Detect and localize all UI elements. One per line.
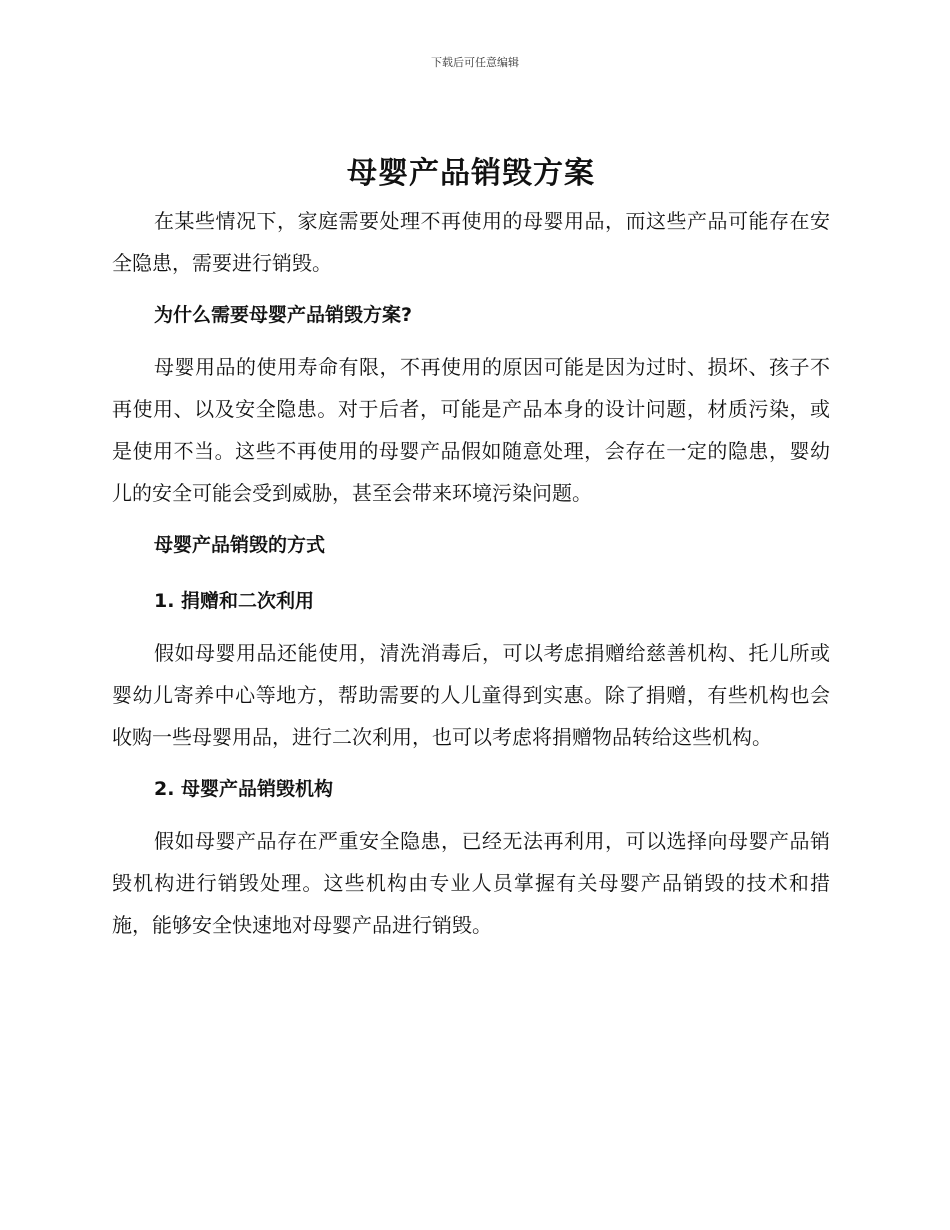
section-heading-methods: 母婴产品销毁的方式 xyxy=(154,534,326,556)
section-heading-agency: 2. 母婴产品销毁机构 xyxy=(154,778,334,800)
page-header-note: 下载后可任意编辑 xyxy=(431,56,519,69)
section-paragraph-why: 母婴用品的使用寿命有限，不再使用的原因可能是因为过时、损坏、孩子不再使用、以及安全隐患。对于后者，可能是产品本身的设计问题，材质污染，或是使用不当。这些不再使用的母婴产品假如随意处理，会存在一定的隐患，婴幼儿的安全可能会受到威胁，甚至会带来环境污染问题。 xyxy=(112,355,830,505)
section-heading-donation: 1. 捐赠和二次利用 xyxy=(154,590,315,612)
section-heading-why: 为什么需要母婴产品销毁方案? xyxy=(154,304,413,326)
document-title: 母婴产品销毁方案 xyxy=(347,156,595,191)
section-paragraph-agency: 假如母婴产品存在严重安全隐患，已经无法再利用，可以选择向母婴产品销毁机构进行销毁处理。这些机构由专业人员掌握有关母婴产品销毁的技术和措施，能够安全快速地对母婴产品进行销毁。 xyxy=(112,829,830,937)
intro-paragraph: 在某些情况下，家庭需要处理不再使用的母婴用品，而这些产品可能存在安全隐患，需要进行销毁。 xyxy=(112,209,830,275)
document-body xyxy=(112,148,830,946)
section-paragraph-donation: 假如母婴用品还能使用，清洗消毒后，可以考虑捐赠给慈善机构、托儿所或婴幼儿寄养中心等地方，帮助需要的人儿童得到实惠。除了捐赠，有些机构也会收购一些母婴用品，进行二次利用，也可以考虑将捐赠物品转给这些机构。 xyxy=(112,641,830,749)
